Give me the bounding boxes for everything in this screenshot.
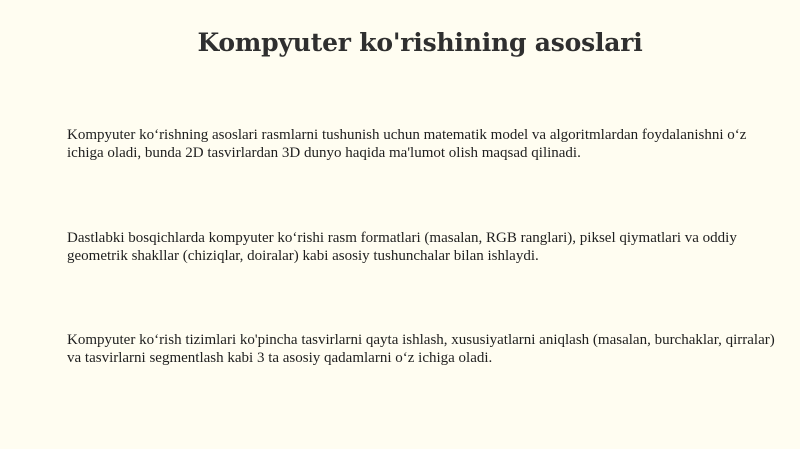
paragraph-3: Kompyuter ko‘rish tizimlari ko'pincha tasvirlarni qayta ishlash, xususiyatlarni aniqlash (masalan, burchaklar, qirralar) va tasvirlarni segmentlash kabi 3 ta asosiy qadamlarni o‘z ichiga oladi. [67,332,775,366]
paragraph-2: Dastlabki bosqichlarda kompyuter ko‘rishi rasm formatlari (masalan, RGB ranglari), piksel qiymatlari va oddiy geometrik shakllar (chiziqlar, doiralar) kabi asosiy tushunchalar bilan ishlaydi. [67,230,737,264]
slide-title: Kompyuter ko'rishining asoslari [197,28,643,57]
paragraph-1: Kompyuter ko‘rishning asoslari rasmlarni tushunish uchun matematik model va algoritmlardan foydalanishni o‘z ichiga oladi, bunda 2D tasvirlardan 3D dunyo haqida ma'lumot olish maqsad qilinadi. [67,127,747,161]
